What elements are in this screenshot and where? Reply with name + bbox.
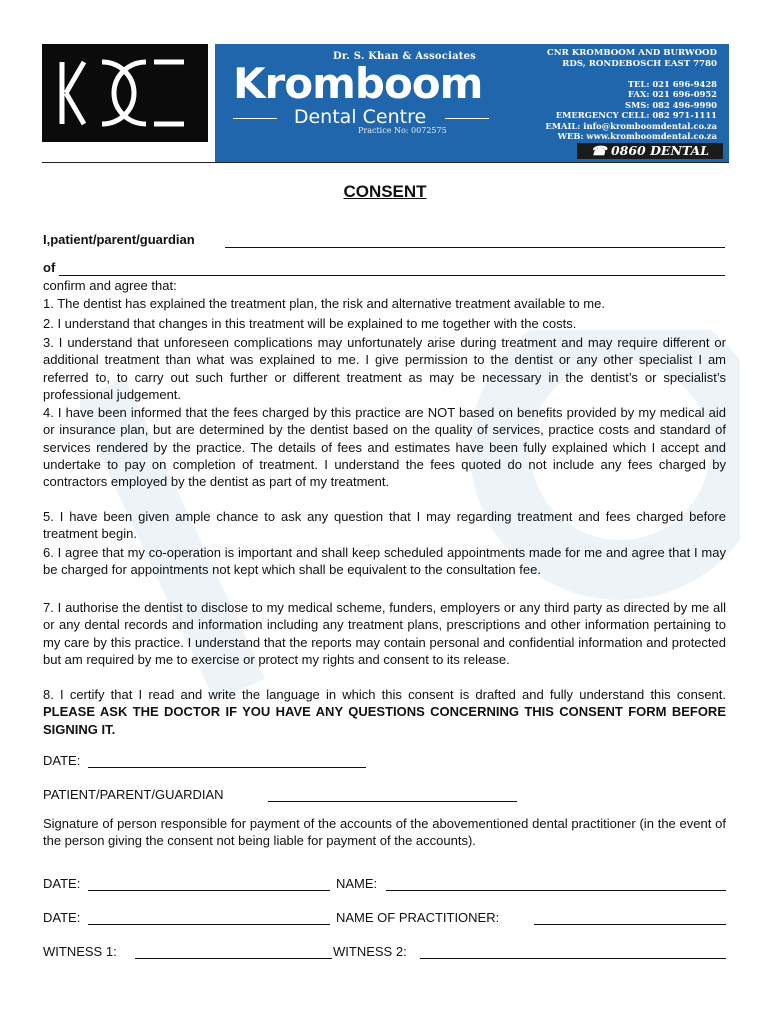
contact-block	[545, 79, 717, 141]
of-label: of	[43, 260, 56, 275]
practice-number: Practice No: 0072575	[358, 126, 447, 135]
witness-2-field[interactable]	[420, 958, 726, 959]
patient-name-field[interactable]	[225, 247, 725, 248]
contact-line: EMERGENCY CELL: 082 971-1111	[555, 110, 717, 121]
divider-right	[445, 118, 489, 119]
consent-item-3: 3. I understand that unforeseen complications may unfortunately arise during treatment and may require different or additional treatment than what was explained to me. I give permission to the dentist or any other specialist I am referred to, to carry out such further or different treatment as may be necessary in the dentist’s or specialist’s professional judgement.	[43, 335, 726, 402]
practitioner-name-field[interactable]	[534, 924, 726, 925]
payer-date-field[interactable]	[88, 890, 330, 891]
witness-1-field[interactable]	[135, 958, 332, 959]
item-8-text: 8. I certify that I read and write the language in which this consent is drafted and fully understand this consent.	[43, 687, 726, 702]
contact-line: EMAIL: info@kromboomdental.co.za	[545, 120, 717, 131]
contact-line: SMS: 082 496-9990	[624, 99, 717, 110]
consent-item-6: 6. I agree that my co-operation is important and shall keep scheduled appointments made for me and agree that I may be charged for appointments not kept which shall be equivalent to the consultation fee.	[43, 545, 726, 578]
payer-name-field[interactable]	[386, 890, 726, 891]
ppg-label: PATIENT/PARENT/GUARDIAN	[43, 787, 224, 802]
practitioner-label: NAME OF PRACTITIONER:	[336, 910, 500, 925]
contact-line: TEL: 021 696-9428	[627, 79, 717, 89]
date-field[interactable]	[88, 767, 366, 768]
contact-line: WEB: www.kromboomdental.co.za	[557, 131, 717, 142]
contact-line: FAX: 021 696-0952	[627, 89, 717, 100]
practitioner-date-field[interactable]	[88, 924, 330, 925]
kdc-logo	[42, 44, 208, 142]
name-label: NAME:	[336, 876, 378, 891]
page-title: CONSENT	[343, 182, 427, 201]
date-label: DATE:	[43, 753, 81, 768]
date-label-3: DATE:	[43, 910, 81, 925]
signature-note: Signature of person responsible for payment of the accounts of the abovementioned dental practitioner (in the event of the person giving the consent not being liable for payment of the accounts).	[43, 816, 726, 849]
confirm-text: confirm and agree that:	[43, 278, 177, 293]
brand-subtitle: Dental Centre	[293, 106, 427, 128]
date-label-2: DATE:	[43, 876, 81, 891]
header-divider	[42, 162, 729, 163]
consent-item-8	[43, 686, 726, 738]
consent-item-2: 2. I understand that changes in this treatment will be explained to me together with the costs.	[43, 316, 577, 331]
kdc-monogram-icon	[54, 54, 196, 132]
consent-item-1: 1. The dentist has explained the treatment plan, the risk and alternative treatment available to me.	[43, 296, 605, 311]
phone-badge	[577, 143, 723, 159]
associates-text: Dr. S. Khan & Associates	[333, 51, 476, 62]
practice-banner	[215, 44, 729, 162]
address-line: RDS, RONDEBOSCH EAST 7780	[562, 58, 717, 69]
item-8-warning: PLEASE ASK THE DOCTOR IF YOU HAVE ANY QUESTIONS CONCERNING THIS CONSENT FORM BEFORE SIGNING IT.	[43, 704, 726, 737]
ppg-signature-field[interactable]	[268, 801, 517, 802]
brand-name: Kromboom	[233, 59, 483, 108]
address-block	[547, 48, 717, 69]
address-line: CNR KROMBOOM AND BURWOOD	[546, 48, 717, 58]
witness-1-label: WITNESS 1:	[43, 944, 117, 959]
consent-item-5: 5. I have been given ample chance to ask any question that I may regarding treatment and fees charged before treatment begin.	[43, 509, 726, 542]
witness-2-label: WITNESS 2:	[333, 944, 407, 959]
patient-address-field[interactable]	[59, 275, 725, 276]
patient-label: I,patient/parent/guardian	[43, 232, 195, 247]
phone-icon: ☎	[591, 143, 611, 158]
phone-number: 0860 DENTAL	[610, 143, 709, 158]
consent-item-4: 4. I have been informed that the fees charged by this practice are NOT based on benefits provided by my medical aid or insurance plan, but are determined by the dentist based on the quality of services, practice costs and standard of services rendered by the practice. The details of fees and estimates have been fully explained which I accept and undertake to pay on completion of treatment. I understand the fees quoted do not include any fees charged by contractors employed by the dentist as part of my treatment.	[43, 405, 726, 490]
consent-item-7: 7. I authorise the dentist to disclose to my medical scheme, funders, employers or any third party as directed by me all or any dental records and information including any treatment plans, prescriptions and other information pertaining to my care by this practice. I understand that the reports may contain personal and confidential information and protected but am required by me to exercise or protect my rights and consent to its release.	[43, 600, 726, 667]
